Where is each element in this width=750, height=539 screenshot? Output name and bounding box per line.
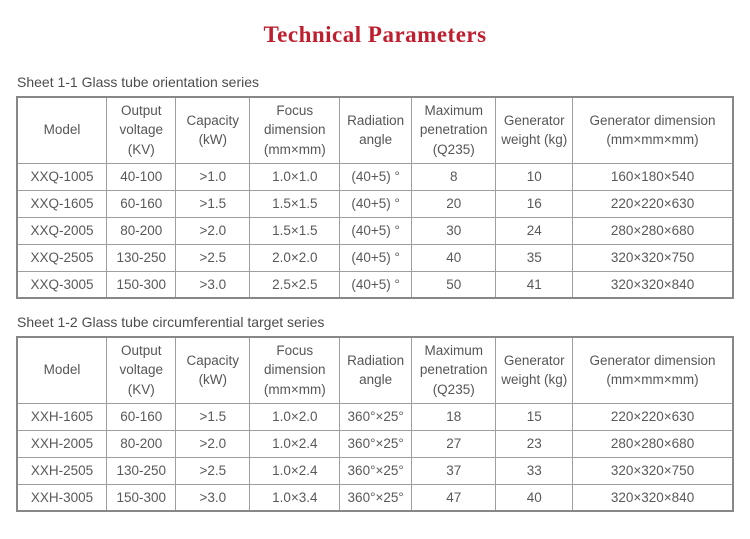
table-cell: 220×220×630 [573, 403, 733, 430]
table-row [17, 484, 733, 511]
header-row [17, 337, 733, 403]
column-header: Generator dimension (mm×mm×mm) [573, 337, 733, 403]
table-cell: >1.5 [176, 190, 250, 217]
table-row [17, 163, 733, 190]
table-cell: >2.0 [176, 217, 250, 244]
table-cell: 320×320×840 [573, 271, 733, 298]
table-cell: 60-160 [107, 403, 176, 430]
column-header: Generator weight (kg) [496, 337, 573, 403]
table-row [17, 403, 733, 430]
table-cell: 320×320×750 [573, 457, 733, 484]
table-cell: 320×320×840 [573, 484, 733, 511]
table-cell: 20 [411, 190, 495, 217]
technical-parameters-page [0, 22, 750, 512]
table-cell: 220×220×630 [573, 190, 733, 217]
table-cell: 40 [411, 244, 495, 271]
table-cell: 16 [496, 190, 573, 217]
table-cell: 1.0×2.4 [250, 430, 340, 457]
table-row [17, 244, 733, 271]
table-cell: >1.0 [176, 163, 250, 190]
table-cell: XXQ-2005 [17, 217, 107, 244]
column-header: Generator dimension (mm×mm×mm) [573, 97, 733, 163]
column-header: Maximum penetration (Q235) [411, 97, 495, 163]
table-cell: 130-250 [107, 244, 176, 271]
column-header: Focus dimension (mm×mm) [250, 97, 340, 163]
table-cell: >2.5 [176, 244, 250, 271]
table-cell: XXH-1605 [17, 403, 107, 430]
table-row [17, 430, 733, 457]
table-cell: 27 [411, 430, 495, 457]
column-header: Capacity (kW) [176, 337, 250, 403]
table-cell: 360°×25° [340, 430, 412, 457]
table-cell: 80-200 [107, 217, 176, 244]
table-cell: (40+5) ° [340, 271, 412, 298]
table-cell: XXQ-2505 [17, 244, 107, 271]
table-cell: 1.0×2.0 [250, 403, 340, 430]
column-header: Maximum penetration (Q235) [411, 337, 495, 403]
table-cell: 60-160 [107, 190, 176, 217]
table-cell: 360°×25° [340, 484, 412, 511]
table-cell: 280×280×680 [573, 430, 733, 457]
table-cell: (40+5) ° [340, 190, 412, 217]
table-cell: 360°×25° [340, 457, 412, 484]
column-header: Radiation angle [340, 337, 412, 403]
table-cell: (40+5) ° [340, 163, 412, 190]
table-cell: 8 [411, 163, 495, 190]
table-cell: 23 [496, 430, 573, 457]
sheet-1-2-section [16, 314, 734, 512]
table-caption-sheet-1-1: Sheet 1-1 Glass tube orientation series [17, 74, 260, 90]
table-cell: XXH-2505 [17, 457, 107, 484]
table-cell: 1.0×1.0 [250, 163, 340, 190]
table-row [17, 271, 733, 298]
table-cell: >3.0 [176, 484, 250, 511]
sheet-1-1-section [16, 74, 734, 299]
table-caption-sheet-1-2: Sheet 1-2 Glass tube circumferential target series [17, 314, 325, 330]
page-title: Technical Parameters [263, 22, 487, 47]
table-cell: 40 [496, 484, 573, 511]
glass-tube-orientation-table [16, 96, 734, 299]
table-cell: (40+5) ° [340, 217, 412, 244]
table-cell: XXQ-1005 [17, 163, 107, 190]
table-cell: 1.5×1.5 [250, 217, 340, 244]
table-cell: 1.0×2.4 [250, 457, 340, 484]
table-cell: 130-250 [107, 457, 176, 484]
column-header: Generator weight (kg) [496, 97, 573, 163]
table-cell: 150-300 [107, 484, 176, 511]
table-cell: 1.0×3.4 [250, 484, 340, 511]
column-header: Capacity (kW) [176, 97, 250, 163]
column-header: Focus dimension (mm×mm) [250, 337, 340, 403]
table-cell: XXQ-1605 [17, 190, 107, 217]
header-row [17, 97, 733, 163]
table-row [17, 457, 733, 484]
table-row [17, 217, 733, 244]
table-cell: 15 [496, 403, 573, 430]
table-cell: XXH-2005 [17, 430, 107, 457]
table-cell: 40-100 [107, 163, 176, 190]
table-cell: 41 [496, 271, 573, 298]
column-header: Model [17, 337, 107, 403]
table-cell: 320×320×750 [573, 244, 733, 271]
column-header: Model [17, 97, 107, 163]
table-cell: 160×180×540 [573, 163, 733, 190]
column-header: Output voltage (KV) [107, 97, 176, 163]
table-cell: 50 [411, 271, 495, 298]
table-cell: 10 [496, 163, 573, 190]
table-cell: 30 [411, 217, 495, 244]
table-cell: 47 [411, 484, 495, 511]
table-cell: XXQ-3005 [17, 271, 107, 298]
table-cell: >2.0 [176, 430, 250, 457]
table-cell: 2.5×2.5 [250, 271, 340, 298]
table-row [17, 190, 733, 217]
table-cell: 35 [496, 244, 573, 271]
column-header: Radiation angle [340, 97, 412, 163]
column-header: Output voltage (KV) [107, 337, 176, 403]
table-cell: 18 [411, 403, 495, 430]
table-cell: >1.5 [176, 403, 250, 430]
table-cell: 150-300 [107, 271, 176, 298]
table-cell: 280×280×680 [573, 217, 733, 244]
table-cell: XXH-3005 [17, 484, 107, 511]
table-cell: 80-200 [107, 430, 176, 457]
table-cell: 37 [411, 457, 495, 484]
glass-tube-circumferential-table [16, 336, 734, 512]
table-cell: 33 [496, 457, 573, 484]
table-cell: 360°×25° [340, 403, 412, 430]
table-cell: 24 [496, 217, 573, 244]
table-cell: >3.0 [176, 271, 250, 298]
table-cell: (40+5) ° [340, 244, 412, 271]
table-cell: >2.5 [176, 457, 250, 484]
table-cell: 2.0×2.0 [250, 244, 340, 271]
table-cell: 1.5×1.5 [250, 190, 340, 217]
